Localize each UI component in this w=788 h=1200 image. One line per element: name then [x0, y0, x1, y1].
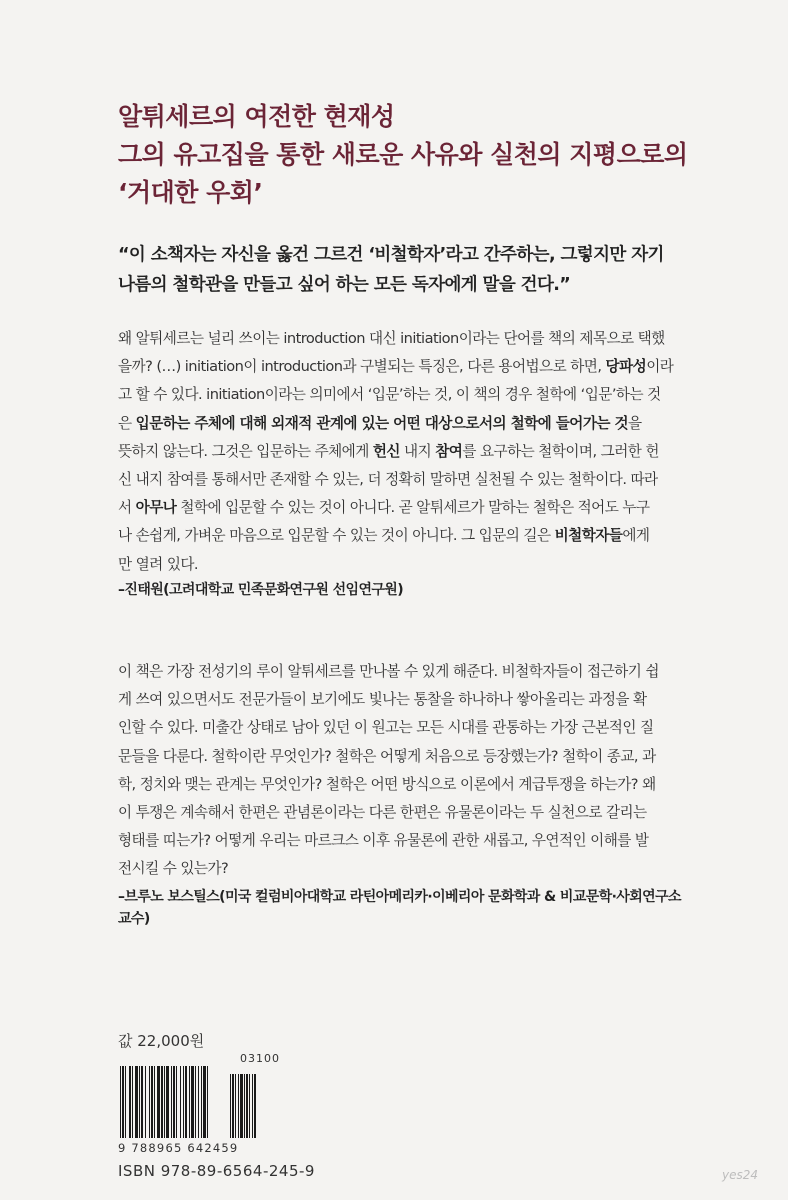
review-2-line: 게 쓰여 있으면서도 전문가들이 보기에도 빛나는 통찰을 하나하나 쌓아올리는 과정을 확 — [118, 691, 647, 709]
barcode-addon-number: 03100 — [240, 1052, 280, 1065]
review-1-line: 뜻하지 않는다. 그것은 입문하는 주체에게 헌신 내지 참여를 요구하는 철학이며, 그러한 헌 — [118, 442, 659, 460]
review-1 — [118, 325, 688, 601]
pull-quote-line-2: 나름의 철학관을 만들고 싶어 하는 모든 독자에게 말을 건다.” — [118, 275, 571, 295]
review-1-line: 고 할 수 있다. initiation이라는 의미에서 ‘입문’하는 것, 이 책의 경우 철학에 ‘입문’하는 것 — [118, 386, 661, 404]
headline-line-1: 알튀세르의 여전한 현재성 — [118, 102, 395, 131]
watermark: yes24 — [722, 1168, 759, 1182]
barcode-digits: 9 788965 642459 — [118, 1141, 239, 1155]
review-2-line: 학, 정치와 맺는 관계는 무엇인가? 철학은 어떤 방식으로 이론에서 계급투쟁을 하는가? 왜 — [118, 775, 656, 793]
price: 값 22,000원 — [118, 1032, 205, 1050]
barcode-icon — [118, 1066, 263, 1140]
review-1-line: 은 입문하는 주체에 대해 외재적 관계에 있는 어떤 대상으로서의 철학에 들어가는 것을 — [118, 414, 642, 432]
review-1-line: 왜 알튀세르는 널리 쓰이는 introduction 대신 initiation이라는 단어를 책의 제목으로 택했 — [118, 330, 665, 347]
review-2 — [118, 658, 688, 930]
review-2-attribution-line-2: 교수) — [118, 910, 150, 927]
headline-line-2: 그의 유고집을 통한 새로운 사유와 실천의 지평으로의 — [118, 140, 688, 169]
review-2-attribution-line-1: –브루노 보스틸스(미국 컬럼비아대학교 라틴아메리카·이베리아 문화학과 & 비교문학·사회연구소 — [118, 888, 681, 905]
review-2-line: 형태를 띠는가? 어떻게 우리는 마르크스 이후 유물론에 관한 새롭고, 우연적인 이해를 발 — [118, 832, 649, 850]
review-1-attribution: –진태원(고려대학교 민족문화연구원 선임연구원) — [118, 581, 404, 598]
headline-line-3: ‘거대한 우회’ — [118, 178, 263, 207]
review-1-line: 신 내지 참여를 통해서만 존재할 수 있는, 더 정확히 말하면 실천될 수 있는 철학이다. 따라 — [118, 471, 658, 489]
review-2-line: 인할 수 있다. 미출간 상태로 남아 있던 이 원고는 모든 시대를 관통하는 가장 근본적인 질 — [118, 719, 654, 737]
review-2-line: 이 투쟁은 계속해서 한편은 관념론이라는 다른 한편은 유물론이라는 두 실천으로 갈리는 — [118, 804, 647, 822]
review-2-line: 전시킬 수 있는가? — [118, 860, 229, 878]
pull-quote-line-1: “이 소책자는 자신을 옳건 그르건 ‘비철학자’라고 간주하는, 그렇지만 자기 — [118, 245, 664, 265]
headline — [118, 98, 688, 212]
review-1-line: 서 아무나 철학에 입문할 수 있는 것이 아니다. 곧 알튀세르가 말하는 철학은 적어도 누구 — [118, 499, 650, 517]
review-1-line: 을까? (…) initiation이 introduction과 구별되는 특징은, 다른 용어법으로 하면, 당파성이라 — [118, 358, 674, 376]
pull-quote — [118, 240, 698, 300]
review-1-line: 나 손쉽게, 가벼운 마음으로 입문할 수 있는 것이 아니다. 그 입문의 길은 비철학자들에게 — [118, 527, 650, 545]
isbn: ISBN 978-89-6564-245-9 — [118, 1162, 315, 1180]
review-2-line: 문들을 다룬다. 철학이란 무엇인가? 철학은 어떻게 처음으로 등장했는가? 철학이 종교, 과 — [118, 747, 656, 765]
review-2-line: 이 책은 가장 전성기의 루이 알튀세르를 만나볼 수 있게 해준다. 비철학자들이 접근하기 쉽 — [118, 663, 659, 680]
review-1-line: 만 열려 있다. — [118, 555, 199, 573]
